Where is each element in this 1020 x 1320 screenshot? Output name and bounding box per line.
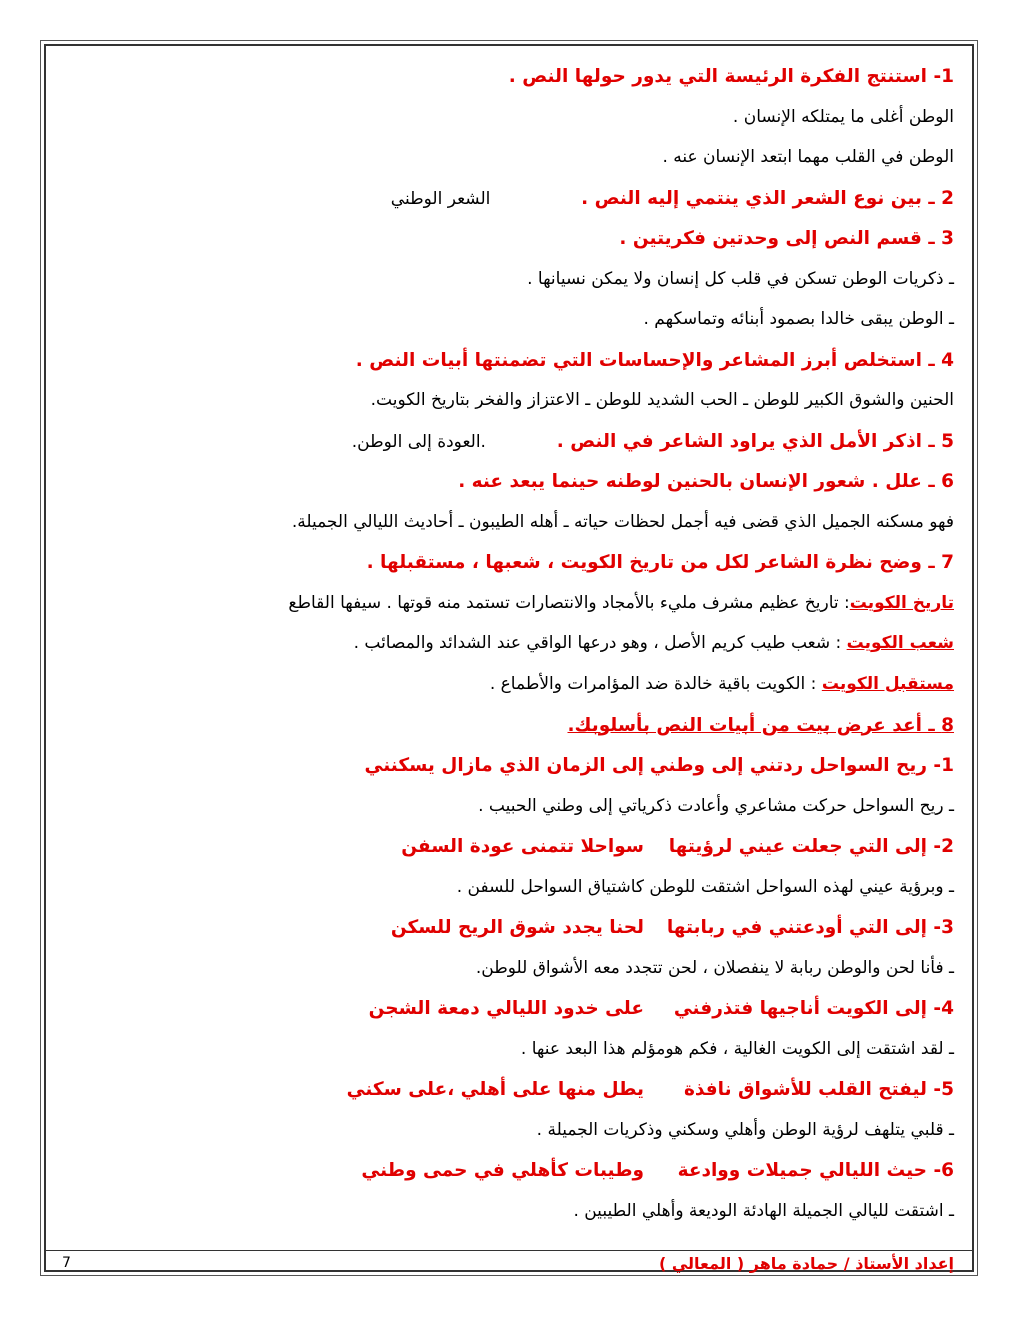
verse-3-second-half: لحنا يجدد شوق الريح للسكن [390, 917, 644, 939]
verse-5 [62, 1071, 954, 1108]
text-kuwait-future: : الكويت باقية خالدة ضد المؤامرات والأطماع . [489, 673, 822, 694]
label-kuwait-history: تاريخ الكويت [849, 592, 954, 613]
verse-3 [62, 909, 954, 946]
verse-4-first-half: 4- إلى الكويت أناجيها فتذرفني [673, 998, 954, 1020]
question-1: 1- استنتج الفكرة الرئيسة التي يدور حولها النص . [508, 66, 954, 87]
answer-5: .العودة إلى الوطن. [351, 431, 486, 452]
answer-7-people [62, 625, 954, 662]
verse-6-first-half: 6- حيث الليالي جميلات ووادعة [677, 1160, 954, 1182]
verse-5-first-half: 5- ليفتح القلب للأشواق نافذة [683, 1079, 954, 1101]
verse-5-second-half: يطل منها على أهلي ،على سكني [346, 1079, 644, 1101]
verse-4-second-half: على خدود الليالي دمعة الشجن [368, 998, 644, 1020]
paraphrase-3: ـ فأنا لحن والوطن ربابة لا ينفصلان ، لحن تتجدد معه الأشواق للوطن. [475, 957, 954, 978]
verse-1-first-half: 1- ريح السواحل ردتني إلى وطني [649, 755, 954, 777]
question-4: 4 ـ استخلص أبرز المشاعر والإحساسات التي تضمنتها أبيات النص . [355, 349, 954, 371]
page-footer [62, 1252, 954, 1274]
label-kuwait-people: شعب الكويت [846, 633, 954, 654]
text-kuwait-history: : تاريخ عظيم مشرف مليء بالأمجاد والانتصارات تستمد منه قوتها . سيفها القاطع [288, 592, 850, 613]
footer-divider [44, 1250, 974, 1251]
answer-2: الشعر الوطني [390, 188, 491, 209]
paraphrase-2: ـ وبرؤية عيني لهذه السواحل اشتقت للوطن كاشتياق السواحل للسفن . [456, 876, 954, 897]
paraphrase-6: ـ اشتقت لليالي الجميلة الهادئة الوديعة وأهلي الطيبين . [573, 1200, 954, 1221]
question-3: 3 ـ قسم النص إلى وحدتين فكريتين . [619, 228, 954, 250]
answer-6: فهو مسكنه الجميل الذي قضى فيه أجمل لحظات حياته ـ أهله الطيبون ـ أحاديث الليالي الجميلة. [291, 511, 954, 532]
verse-3-first-half: 3- إلى التي أودعتني في ربابتها [666, 917, 954, 939]
answer-3-line-2: ـ الوطن يبقى خالدا بصمود أبنائه وتماسكهم . [643, 309, 954, 330]
question-5: 5 ـ اذكر الأمل الذي يراود الشاعر في النص . [556, 430, 954, 452]
answer-4: الحنين والشوق الكبير للوطن ـ الحب الشديد للوطن ـ الاعتزاز والفخر بتاريخ الكويت. [370, 390, 954, 411]
verse-4 [62, 990, 954, 1027]
question-8-text: 8 ـ أعد عرض بيت من أبيات النص بأسلوبك. [567, 714, 954, 736]
verse-2-first-half: 2- إلى التي جعلت عيني لرؤيتها [668, 836, 954, 858]
verse-6-second-half: وطيبات كأهلي في حمى وطني [361, 1160, 644, 1182]
text-kuwait-people: : شعب طيب كريم الأصل ، وهو درعها الواقي عند الشدائد والمصائب . [353, 633, 847, 654]
verse-2 [62, 828, 954, 865]
question-2-row [62, 180, 954, 217]
answer-1-line-1: الوطن أغلى ما يمتلكه الإنسان . [732, 106, 954, 127]
answer-7-history [62, 585, 954, 622]
paraphrase-5: ـ قلبي يتلهف لرؤية الوطن وأهلي وسكني وذكريات الجميلة . [536, 1119, 954, 1140]
question-6: 6 ـ علل . شعور الإنسان بالحنين لوطنه حينما يبعد عنه . [458, 471, 954, 493]
question-5-row [62, 423, 954, 460]
verse-6 [62, 1152, 954, 1189]
question-2: 2 ـ بين نوع الشعر الذي ينتمي إليه النص . [581, 187, 954, 209]
paraphrase-4: ـ لقد اشتقت إلى الكويت الغالية ، فكم هومؤلم هذا البعد عنها . [520, 1038, 954, 1059]
question-8 [62, 707, 954, 744]
page-number: 7 [62, 1255, 71, 1271]
question-7: 7 ـ وضح نظرة الشاعر لكل من تاريخ الكويت ، شعبها ، مستقبلها . [366, 552, 954, 574]
verse-2-second-half: سواحلا تتمنى عودة السفن [401, 836, 644, 858]
answer-7-future [62, 666, 954, 703]
answer-1-line-2: الوطن في القلب مهما ابتعد الإنسان عنه . [662, 147, 954, 168]
verse-1-second-half: إلى الزمان الذي مازال يسكنني [364, 755, 644, 777]
footer-author: إعداد الأستاذ / حمادة ماهر ( المعالي ) [658, 1253, 954, 1273]
paraphrase-1: ـ ريح السواحل حركت مشاعري وأعادت ذكرياتي إلى وطني الحبيب . [478, 795, 954, 816]
answer-3-line-1: ـ ذكريات الوطن تسكن في قلب كل إنسان ولا يمكن نسيانها . [527, 268, 954, 289]
worksheet-content [62, 58, 954, 1230]
label-kuwait-future: مستقبل الكويت [821, 673, 954, 694]
verse-1 [62, 747, 954, 784]
